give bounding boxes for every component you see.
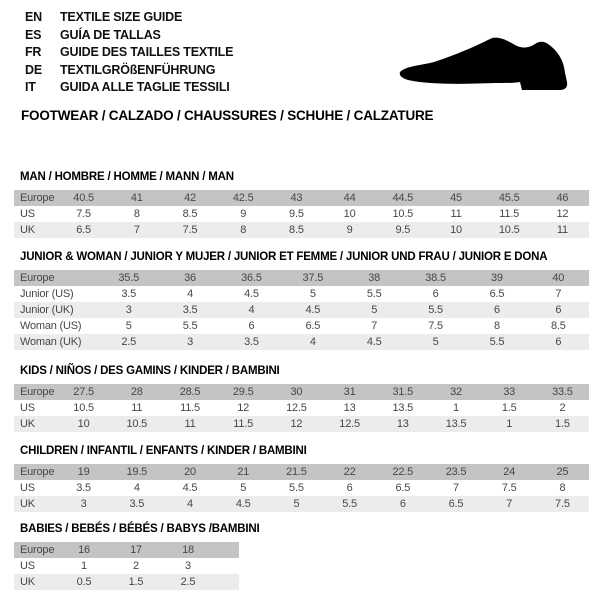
size-table [14,384,589,432]
row-label: UK [20,418,35,430]
size-value: 7 [371,320,378,332]
size-value: 4 [187,288,194,300]
size-value: 1.5 [501,402,517,414]
size-value: 6 [555,336,562,348]
table-row [14,558,239,574]
size-value: 6.5 [76,224,91,236]
size-value: 5.5 [489,336,505,348]
language-row [25,9,233,27]
row-label: Europe [20,544,55,556]
size-value: 5 [240,482,247,494]
size-value: 21 [237,466,250,478]
size-value: 22.5 [392,466,414,478]
size-value: 11 [450,208,462,220]
row-label: UK [20,576,35,588]
size-value: 3 [125,304,132,316]
size-value: 7.5 [182,224,198,236]
language-code: EN [25,10,42,24]
row-label: US [20,402,35,414]
row-label: UK [20,498,35,510]
language-row [25,79,233,97]
table-row [14,318,589,334]
size-value: 3 [187,336,194,348]
size-value: 3.5 [76,482,91,494]
size-value: 30 [290,386,303,398]
size-table [14,542,239,590]
size-value: 8.5 [182,208,198,220]
language-row [25,27,233,45]
row-label: US [20,560,35,572]
size-section [0,251,600,350]
size-value: 8 [493,320,500,332]
language-code: FR [25,45,42,59]
language-list [25,9,233,97]
size-value: 4 [309,336,316,348]
size-value: 0.5 [76,576,92,588]
size-table [14,270,589,350]
size-value: 43 [290,192,303,204]
row-label: Woman (US) [20,320,82,332]
size-value: 6 [346,482,353,494]
size-value: 5 [293,498,300,510]
size-value: 21.5 [286,466,307,478]
size-value: 5.5 [289,482,304,494]
size-value: 12.5 [286,402,307,414]
size-value: 28.5 [179,386,201,398]
size-value: 7 [133,224,140,236]
size-value: 8.5 [550,320,566,332]
size-value: 12 [556,208,569,220]
size-value: 3.5 [244,336,259,348]
size-value: 41 [130,192,143,204]
size-value: 45.5 [498,192,520,204]
size-value: 12.5 [339,418,360,430]
size-value: 13.5 [392,402,414,414]
size-value: 5 [125,320,132,332]
size-value: 5 [371,304,378,316]
language-label: TEXTILE SIZE GUIDE [60,10,183,24]
size-value: 7 [506,498,513,510]
size-value: 10.5 [498,224,520,236]
size-value: 2 [133,560,139,572]
size-value: 19 [77,466,90,478]
size-value: 11 [556,224,568,236]
size-value: 3.5 [121,288,137,300]
size-value: 6.5 [448,498,464,510]
size-value: 7.5 [428,320,443,332]
size-value: 4.5 [244,288,259,300]
size-value: 4.5 [305,304,321,316]
language-label: GUIDA ALLE TAGLIE TESSILI [60,80,230,94]
row-label: US [20,482,35,494]
size-value: 3.5 [129,498,145,510]
size-value: 1 [453,402,459,414]
row-label: UK [20,224,35,236]
size-value: 33 [503,386,516,398]
table-row [14,222,589,238]
language-row [25,44,233,62]
size-value: 6 [399,498,406,510]
size-value: 7 [555,288,562,300]
table-row [14,400,589,416]
size-value: 12 [290,418,303,430]
language-label: GUIDE DES TAILLES TEXTILE [60,45,234,59]
shoe-icon [398,35,576,95]
size-value: 38.5 [425,272,446,284]
size-value: 3 [185,560,191,572]
size-value: 37.5 [302,272,324,284]
size-value: 6.5 [489,288,505,300]
size-value: 9.5 [395,224,411,236]
size-value: 5.5 [342,498,357,510]
size-value: 9 [240,208,247,220]
table-row [14,286,589,302]
size-value: 2.5 [180,576,196,588]
row-label: Woman (UK) [20,336,82,348]
size-value: 4.5 [235,498,251,510]
table-row [14,464,589,480]
category-line: FOOTWEAR / CALZADO / CHAUSSURES / SCHUHE / CALZATURE [21,108,434,123]
size-value: 3 [80,498,87,510]
size-value: 8 [559,482,566,494]
table-row [14,574,239,590]
row-label: Europe [20,192,55,204]
size-value: 22 [343,466,356,478]
size-value: 7 [453,482,459,494]
size-value: 3.5 [182,304,198,316]
size-value: 10.5 [126,418,148,430]
size-value: 9.5 [289,208,304,220]
size-value: 5.5 [428,304,443,316]
size-section [0,523,600,590]
size-value: 42 [184,192,196,204]
size-value: 31.5 [392,386,414,398]
size-value: 4.5 [182,482,198,494]
table-row [14,416,589,432]
size-value: 6 [432,288,439,300]
table-title: KIDS / NIÑOS / DES GAMINS / KINDER / BAMBINI [20,365,280,377]
size-value: 39 [491,272,503,284]
size-value: 6 [248,320,255,332]
size-value: 12 [237,402,250,414]
language-row [25,62,233,80]
size-value: 17 [130,544,142,556]
table-row [14,384,589,400]
size-value: 29.5 [232,386,254,398]
size-value: 9 [346,224,353,236]
size-value: 44 [343,192,356,204]
size-value: 6.5 [305,320,321,332]
size-section [0,445,600,512]
size-value: 8 [240,224,247,236]
size-section [0,171,600,238]
size-value: 36.5 [241,272,262,284]
language-code: IT [25,80,36,94]
size-value: 35.5 [118,272,139,284]
size-table [14,190,589,238]
size-value: 44.5 [392,192,414,204]
size-value: 5.5 [182,320,198,332]
size-value: 42.5 [232,192,254,204]
size-value: 4 [187,498,193,510]
size-value: 10 [343,208,356,220]
size-value: 11.5 [180,402,200,414]
size-value: 4 [133,482,140,494]
size-value: 4 [248,304,255,316]
size-value: 2 [559,402,566,414]
size-value: 1.5 [128,576,144,588]
size-value: 25 [556,466,569,478]
size-value: 8.5 [289,224,304,236]
size-value: 11 [184,418,196,430]
language-code: ES [25,27,42,42]
size-value: 1.5 [555,418,570,430]
size-value: 13 [343,402,356,414]
language-label: GUÍA DE TALLAS [60,27,161,42]
size-value: 5 [432,336,439,348]
size-value: 11.5 [499,208,520,220]
table-row [14,496,589,512]
size-value: 7.5 [76,208,91,220]
size-section [0,365,600,432]
table-row [14,270,589,286]
row-label: Europe [20,272,55,284]
row-label: Europe [20,466,55,478]
size-value: 20 [184,466,196,478]
language-label: TEXTILGRÖßENFÜHRUNG [60,62,216,77]
size-value: 7.5 [501,482,517,494]
table-title: JUNIOR & WOMAN / JUNIOR Y MUJER / JUNIOR ET FEMME / JUNIOR UND FRAU / JUNIOR E DONA [20,251,548,263]
table-row [14,206,589,222]
table-row [14,542,239,558]
row-label: Junior (UK) [20,304,74,316]
size-value: 23.5 [445,466,467,478]
size-value: 46 [556,192,569,204]
size-value: 40 [552,272,565,284]
table-title: BABIES / BEBÉS / BÉBÉS / BABYS /BAMBINI [20,523,260,535]
size-value: 31 [343,386,356,398]
size-value: 33.5 [552,386,573,398]
size-value: 45 [450,192,462,204]
row-label: Europe [20,386,55,398]
size-value: 10 [77,418,90,430]
size-value: 19.5 [126,466,148,478]
table-row [14,480,589,496]
size-value: 5.5 [366,288,382,300]
size-value: 10.5 [73,402,94,414]
size-value: 2.5 [121,336,137,348]
size-value: 38 [368,272,381,284]
size-value: 24 [503,466,516,478]
size-value: 10 [450,224,462,236]
size-value: 8 [133,208,140,220]
size-value: 1 [506,418,513,430]
size-value: 10.5 [392,208,414,220]
language-code: DE [25,62,42,77]
table-row [14,190,589,206]
size-value: 6 [493,304,500,316]
size-value: 28 [130,386,143,398]
table-title: MAN / HOMBRE / HOMME / MANN / MAN [20,171,234,183]
table-row [14,302,589,318]
size-value: 16 [78,544,90,556]
size-table [14,464,589,512]
size-value: 27.5 [73,386,94,398]
size-value: 32 [450,386,462,398]
size-value: 1 [81,560,87,572]
size-value: 6.5 [395,482,411,494]
size-value: 18 [182,544,194,556]
size-value: 4.5 [366,336,382,348]
size-value: 13.5 [445,418,467,430]
size-value: 5 [309,288,316,300]
size-value: 7.5 [555,498,570,510]
size-value: 36 [184,272,196,284]
table-row [14,334,589,350]
size-value: 6 [555,304,562,316]
size-value: 11 [131,402,143,414]
size-value: 11.5 [233,418,254,430]
table-title: CHILDREN / INFANTIL / ENFANTS / KINDER / BAMBINI [20,445,307,457]
row-label: US [20,208,35,220]
row-label: Junior (US) [20,288,74,300]
size-value: 40.5 [73,192,94,204]
size-value: 13 [396,418,409,430]
